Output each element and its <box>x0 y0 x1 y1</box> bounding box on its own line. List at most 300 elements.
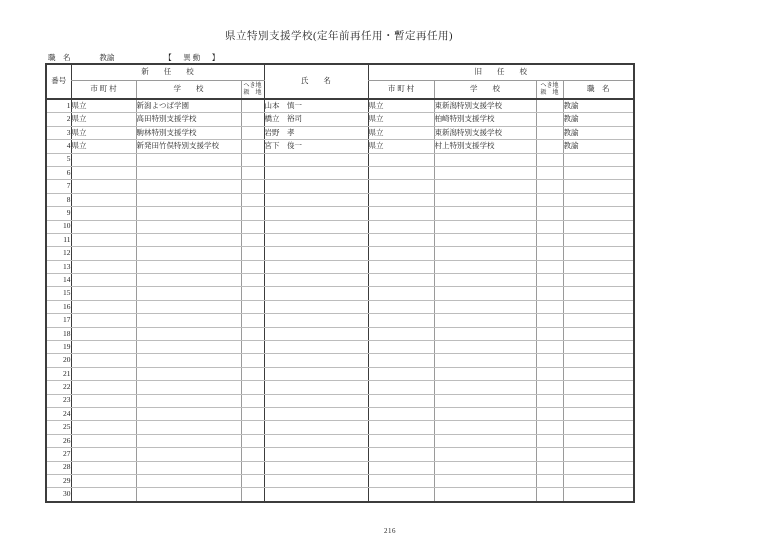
cell-old-municipality <box>368 180 434 193</box>
cell-number: 21 <box>46 367 71 380</box>
cell-old-remote-area <box>536 153 563 166</box>
cell-name <box>264 421 368 434</box>
header-old-school: 学 校 <box>434 81 536 100</box>
meta-row <box>48 52 221 63</box>
cell-number: 11 <box>46 233 71 246</box>
cell-job-title <box>563 354 634 367</box>
cell-old-municipality <box>368 207 434 220</box>
cell-job-title <box>563 407 634 420</box>
cell-new-municipality <box>71 367 136 380</box>
cell-old-remote-area <box>536 314 563 327</box>
cell-old-remote-area <box>536 140 563 153</box>
cell-job-title <box>563 421 634 434</box>
table-row <box>46 166 634 179</box>
cell-new-municipality <box>71 421 136 434</box>
cell-old-remote-area <box>536 207 563 220</box>
cell-job-title <box>563 434 634 447</box>
cell-new-school <box>136 247 241 260</box>
cell-new-school <box>136 300 241 313</box>
cell-old-school: 東新潟特別支援学校 <box>434 99 536 113</box>
cell-old-remote-area <box>536 421 563 434</box>
cell-job-title <box>563 220 634 233</box>
cell-old-remote-area <box>536 354 563 367</box>
cell-name <box>264 448 368 461</box>
cell-new-municipality <box>71 448 136 461</box>
cell-old-municipality <box>368 287 434 300</box>
table-row <box>46 126 634 139</box>
cell-name <box>264 207 368 220</box>
cell-new-municipality <box>71 260 136 273</box>
cell-name <box>264 300 368 313</box>
cell-old-school <box>434 381 536 394</box>
table-row <box>46 260 634 273</box>
cell-number: 26 <box>46 434 71 447</box>
cell-new-school <box>136 287 241 300</box>
cell-new-remote-area <box>241 394 264 407</box>
cell-new-school <box>136 314 241 327</box>
cell-job-title <box>563 153 634 166</box>
cell-old-municipality <box>368 394 434 407</box>
cell-new-remote-area <box>241 233 264 246</box>
cell-new-municipality <box>71 381 136 394</box>
table-row <box>46 233 634 246</box>
cell-old-school <box>434 341 536 354</box>
cell-old-remote-area <box>536 113 563 126</box>
cell-name <box>264 287 368 300</box>
cell-new-remote-area <box>241 166 264 179</box>
cell-old-school <box>434 274 536 287</box>
cell-old-remote-area <box>536 448 563 461</box>
cell-new-municipality <box>71 488 136 502</box>
cell-job-title <box>563 381 634 394</box>
cell-old-municipality <box>368 300 434 313</box>
cell-old-school <box>434 461 536 474</box>
header-new-remote-line1: へき地 <box>243 82 262 89</box>
cell-number: 25 <box>46 421 71 434</box>
cell-new-school <box>136 274 241 287</box>
cell-name <box>264 193 368 206</box>
cell-old-remote-area <box>536 341 563 354</box>
cell-job-title <box>563 314 634 327</box>
cell-new-remote-area <box>241 247 264 260</box>
cell-job-title <box>563 394 634 407</box>
cell-old-remote-area <box>536 233 563 246</box>
cell-new-school <box>136 233 241 246</box>
cell-new-remote-area <box>241 99 264 113</box>
cell-name <box>264 260 368 273</box>
table-row <box>46 247 634 260</box>
cell-name: 山本 慎一 <box>264 99 368 113</box>
cell-new-municipality <box>71 166 136 179</box>
cell-name <box>264 153 368 166</box>
table-row <box>46 153 634 166</box>
cell-new-municipality <box>71 233 136 246</box>
cell-old-school: 東新潟特別支援学校 <box>434 126 536 139</box>
cell-old-school <box>434 407 536 420</box>
cell-old-school <box>434 314 536 327</box>
cell-old-remote-area <box>536 434 563 447</box>
cell-new-municipality: 県立 <box>71 140 136 153</box>
cell-new-municipality <box>71 220 136 233</box>
cell-name <box>264 488 368 502</box>
cell-new-school <box>136 367 241 380</box>
cell-old-remote-area <box>536 367 563 380</box>
cell-old-remote-area <box>536 474 563 487</box>
cell-old-municipality <box>368 274 434 287</box>
cell-new-remote-area <box>241 180 264 193</box>
table-row <box>46 274 634 287</box>
table-row <box>46 381 634 394</box>
cell-name <box>264 367 368 380</box>
cell-name <box>264 180 368 193</box>
cell-job-title <box>563 207 634 220</box>
cell-number: 23 <box>46 394 71 407</box>
cell-name <box>264 314 368 327</box>
cell-name <box>264 327 368 340</box>
cell-old-school <box>434 421 536 434</box>
cell-new-remote-area <box>241 327 264 340</box>
cell-job-title <box>563 341 634 354</box>
position-value: 教諭 <box>99 53 115 62</box>
cell-number: 12 <box>46 247 71 260</box>
cell-job-title <box>563 260 634 273</box>
cell-old-school <box>434 247 536 260</box>
table-row <box>46 113 634 126</box>
cell-old-remote-area <box>536 287 563 300</box>
cell-name: 宮下 俊一 <box>264 140 368 153</box>
cell-name <box>264 233 368 246</box>
cell-number: 2 <box>46 113 71 126</box>
cell-new-municipality <box>71 434 136 447</box>
cell-old-school <box>434 327 536 340</box>
cell-old-municipality: 県立 <box>368 126 434 139</box>
cell-name <box>264 354 368 367</box>
table-row <box>46 287 634 300</box>
cell-new-municipality: 県立 <box>71 113 136 126</box>
cell-number: 15 <box>46 287 71 300</box>
cell-name <box>264 394 368 407</box>
cell-new-remote-area <box>241 260 264 273</box>
cell-old-school <box>434 434 536 447</box>
table-row <box>46 434 634 447</box>
cell-new-school: 新潟よつば学園 <box>136 99 241 113</box>
cell-old-school <box>434 354 536 367</box>
cell-job-title <box>563 247 634 260</box>
cell-new-school <box>136 166 241 179</box>
cell-old-remote-area <box>536 488 563 502</box>
cell-old-municipality <box>368 354 434 367</box>
cell-new-remote-area <box>241 207 264 220</box>
cell-number: 1 <box>46 99 71 113</box>
table-row <box>46 474 634 487</box>
cell-new-remote-area <box>241 461 264 474</box>
cell-name <box>264 341 368 354</box>
cell-old-remote-area <box>536 461 563 474</box>
cell-number: 28 <box>46 461 71 474</box>
cell-new-remote-area <box>241 367 264 380</box>
table-row <box>46 341 634 354</box>
cell-old-municipality <box>368 153 434 166</box>
cell-new-remote-area <box>241 287 264 300</box>
cell-new-school <box>136 474 241 487</box>
cell-old-municipality <box>368 341 434 354</box>
cell-old-municipality <box>368 448 434 461</box>
cell-new-remote-area <box>241 220 264 233</box>
cell-new-municipality <box>71 314 136 327</box>
cell-old-municipality <box>368 474 434 487</box>
cell-new-remote-area <box>241 407 264 420</box>
table-row <box>46 327 634 340</box>
cell-job-title <box>563 166 634 179</box>
header-old-remote-area <box>536 81 563 100</box>
cell-job-title <box>563 233 634 246</box>
table-row <box>46 207 634 220</box>
cell-new-school <box>136 448 241 461</box>
cell-new-municipality <box>71 394 136 407</box>
cell-old-remote-area <box>536 126 563 139</box>
change-type-label: 【 異動 】 <box>164 53 222 62</box>
header-new-remote-line2: 級 地 <box>243 89 262 96</box>
cell-job-title <box>563 327 634 340</box>
cell-job-title <box>563 367 634 380</box>
cell-job-title: 教諭 <box>563 99 634 113</box>
position-label: 職 名 <box>48 53 71 62</box>
cell-number: 16 <box>46 300 71 313</box>
cell-job-title <box>563 488 634 502</box>
cell-new-municipality <box>71 341 136 354</box>
cell-number: 13 <box>46 260 71 273</box>
cell-old-school <box>434 207 536 220</box>
cell-old-remote-area <box>536 327 563 340</box>
header-new-school-group: 新 任 校 <box>71 64 264 81</box>
cell-job-title <box>563 448 634 461</box>
cell-old-municipality <box>368 314 434 327</box>
cell-number: 29 <box>46 474 71 487</box>
cell-number: 24 <box>46 407 71 420</box>
cell-old-remote-area <box>536 247 563 260</box>
cell-new-municipality <box>71 300 136 313</box>
cell-old-remote-area <box>536 300 563 313</box>
cell-new-school <box>136 421 241 434</box>
cell-old-remote-area <box>536 193 563 206</box>
cell-old-municipality: 県立 <box>368 113 434 126</box>
cell-old-municipality <box>368 260 434 273</box>
cell-new-remote-area <box>241 341 264 354</box>
cell-old-remote-area <box>536 166 563 179</box>
cell-old-remote-area <box>536 99 563 113</box>
cell-old-school <box>434 287 536 300</box>
cell-number: 20 <box>46 354 71 367</box>
cell-old-municipality <box>368 488 434 502</box>
cell-new-remote-area <box>241 354 264 367</box>
cell-new-municipality <box>71 193 136 206</box>
cell-new-school <box>136 354 241 367</box>
table-row <box>46 394 634 407</box>
table-row <box>46 140 634 153</box>
cell-old-remote-area <box>536 381 563 394</box>
cell-old-school <box>434 448 536 461</box>
cell-name <box>264 461 368 474</box>
cell-name: 橋立 裕司 <box>264 113 368 126</box>
cell-job-title <box>563 300 634 313</box>
table-row <box>46 488 634 502</box>
cell-new-remote-area <box>241 193 264 206</box>
cell-new-municipality <box>71 287 136 300</box>
cell-number: 27 <box>46 448 71 461</box>
cell-name <box>264 247 368 260</box>
cell-name <box>264 434 368 447</box>
table-header <box>46 64 634 99</box>
cell-number: 14 <box>46 274 71 287</box>
table-row <box>46 421 634 434</box>
transfer-table <box>45 63 635 503</box>
cell-number: 5 <box>46 153 71 166</box>
cell-old-municipality: 県立 <box>368 140 434 153</box>
cell-job-title <box>563 193 634 206</box>
cell-old-school <box>434 153 536 166</box>
cell-number: 17 <box>46 314 71 327</box>
cell-new-school <box>136 180 241 193</box>
cell-new-remote-area <box>241 274 264 287</box>
header-job-title: 職 名 <box>563 81 634 100</box>
cell-old-school <box>434 260 536 273</box>
cell-new-municipality <box>71 274 136 287</box>
cell-old-municipality <box>368 381 434 394</box>
cell-new-remote-area <box>241 140 264 153</box>
cell-old-remote-area <box>536 407 563 420</box>
cell-old-school <box>434 474 536 487</box>
header-name: 氏 名 <box>264 64 368 99</box>
cell-new-remote-area <box>241 434 264 447</box>
cell-old-remote-area <box>536 394 563 407</box>
cell-new-remote-area <box>241 421 264 434</box>
cell-new-school <box>136 394 241 407</box>
cell-new-school <box>136 488 241 502</box>
cell-new-remote-area <box>241 153 264 166</box>
cell-new-school <box>136 193 241 206</box>
cell-old-school <box>434 300 536 313</box>
cell-job-title <box>563 274 634 287</box>
cell-new-school <box>136 207 241 220</box>
cell-old-municipality: 県立 <box>368 99 434 113</box>
header-number: 番号 <box>46 64 71 99</box>
table-row <box>46 180 634 193</box>
cell-new-remote-area <box>241 113 264 126</box>
cell-new-school <box>136 341 241 354</box>
table-row <box>46 193 634 206</box>
cell-new-municipality <box>71 407 136 420</box>
cell-name <box>264 220 368 233</box>
header-new-school: 学 校 <box>136 81 241 100</box>
header-old-remote-line1: へき地 <box>540 82 559 89</box>
cell-job-title <box>563 287 634 300</box>
page-number: 216 <box>384 527 396 535</box>
cell-old-municipality <box>368 193 434 206</box>
cell-new-municipality <box>71 247 136 260</box>
table-row <box>46 461 634 474</box>
cell-old-remote-area <box>536 180 563 193</box>
cell-number: 9 <box>46 207 71 220</box>
cell-new-school <box>136 220 241 233</box>
table-row <box>46 99 634 113</box>
table-row <box>46 220 634 233</box>
cell-new-municipality <box>71 461 136 474</box>
table-row <box>46 300 634 313</box>
table-row <box>46 367 634 380</box>
cell-job-title: 教諭 <box>563 126 634 139</box>
cell-name <box>264 407 368 420</box>
cell-old-school <box>434 488 536 502</box>
cell-old-school <box>434 394 536 407</box>
cell-old-remote-area <box>536 274 563 287</box>
cell-old-school <box>434 233 536 246</box>
cell-new-school <box>136 260 241 273</box>
cell-old-school <box>434 193 536 206</box>
cell-new-school <box>136 434 241 447</box>
cell-old-municipality <box>368 407 434 420</box>
header-new-municipality: 市 町 村 <box>71 81 136 100</box>
cell-new-school <box>136 461 241 474</box>
cell-new-municipality: 県立 <box>71 126 136 139</box>
cell-old-school <box>434 180 536 193</box>
cell-old-municipality <box>368 166 434 179</box>
cell-new-remote-area <box>241 126 264 139</box>
cell-old-municipality <box>368 327 434 340</box>
cell-job-title <box>563 180 634 193</box>
table-row <box>46 314 634 327</box>
header-old-school-group: 旧 任 校 <box>368 64 634 81</box>
cell-old-school <box>434 166 536 179</box>
cell-old-municipality <box>368 233 434 246</box>
cell-old-municipality <box>368 421 434 434</box>
cell-name <box>264 274 368 287</box>
cell-new-municipality <box>71 207 136 220</box>
cell-new-remote-area <box>241 488 264 502</box>
table-body <box>46 99 634 502</box>
header-new-remote-area <box>241 81 264 100</box>
cell-new-municipality <box>71 180 136 193</box>
cell-new-municipality <box>71 474 136 487</box>
cell-new-school <box>136 381 241 394</box>
cell-new-school <box>136 327 241 340</box>
table-row <box>46 407 634 420</box>
cell-job-title: 教諭 <box>563 140 634 153</box>
cell-new-school <box>136 407 241 420</box>
cell-number: 18 <box>46 327 71 340</box>
cell-new-municipality <box>71 327 136 340</box>
cell-new-school: 駒林特別支援学校 <box>136 126 241 139</box>
cell-old-municipality <box>368 220 434 233</box>
cell-number: 8 <box>46 193 71 206</box>
cell-new-remote-area <box>241 381 264 394</box>
table-row <box>46 354 634 367</box>
cell-number: 4 <box>46 140 71 153</box>
cell-name: 岩野 孝 <box>264 126 368 139</box>
cell-name <box>264 474 368 487</box>
header-old-municipality: 市 町 村 <box>368 81 434 100</box>
cell-old-school: 柏崎特別支援学校 <box>434 113 536 126</box>
cell-new-remote-area <box>241 448 264 461</box>
cell-old-school <box>434 367 536 380</box>
table-row <box>46 448 634 461</box>
cell-new-school: 新発田竹俣特別支援学校 <box>136 140 241 153</box>
cell-number: 19 <box>46 341 71 354</box>
cell-job-title: 教諭 <box>563 113 634 126</box>
cell-number: 22 <box>46 381 71 394</box>
cell-job-title <box>563 474 634 487</box>
cell-new-municipality: 県立 <box>71 99 136 113</box>
cell-old-municipality <box>368 247 434 260</box>
